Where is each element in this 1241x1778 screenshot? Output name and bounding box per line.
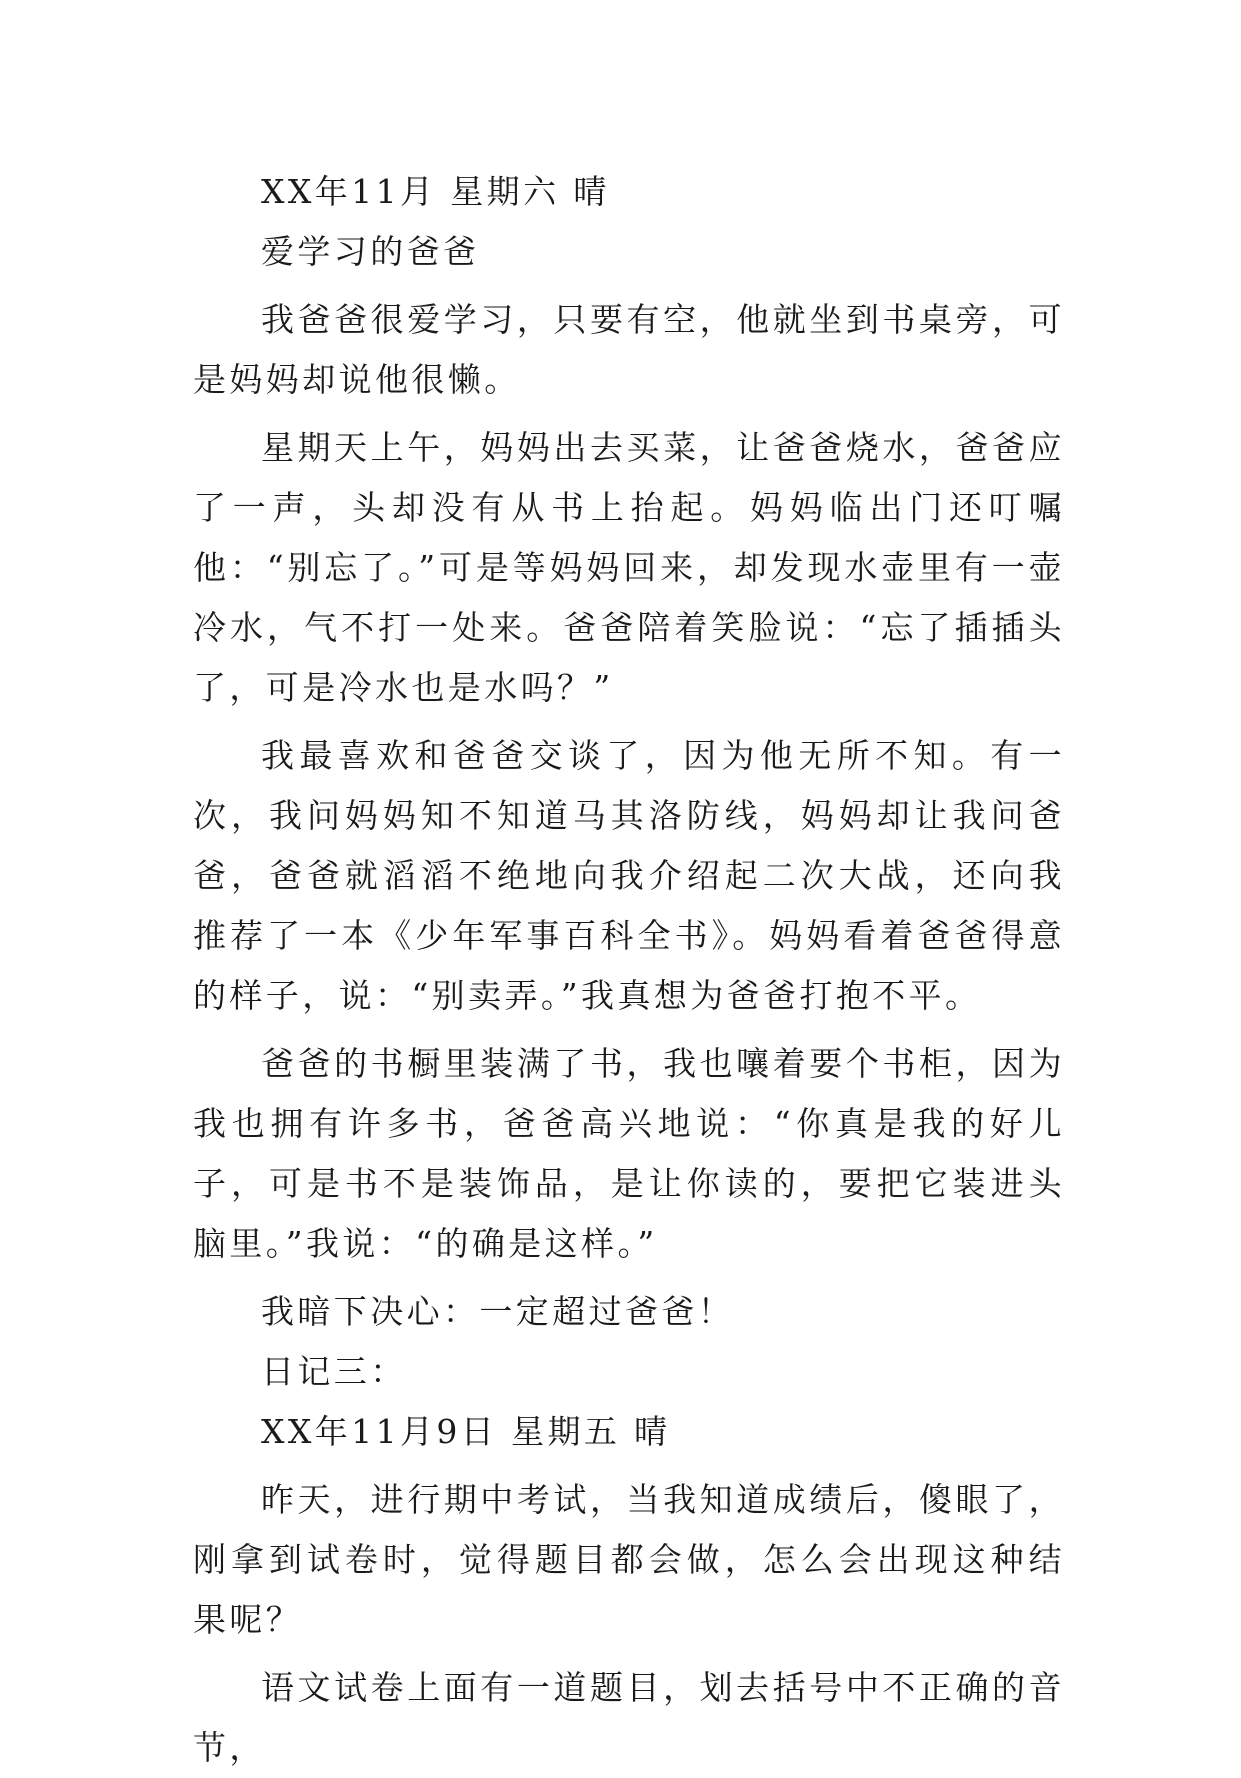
document-body xyxy=(193,162,1065,1778)
paragraph: 我最喜欢和爸爸交谈了，因为他无所不知。有一次，我问妈妈知不知道马其洛防线，妈妈却让我问爸爸，爸爸就滔滔不绝地向我介绍起二次大战，还向我推荐了一本《少年军事百科全书》。妈妈看着爸爸得意的样子，说：“别卖弄。”我真想为爸爸打抱不平。 xyxy=(193,736,1065,1015)
paragraph: 爸爸的书橱里装满了书，我也嚷着要个书柜，因为我也拥有许多书，爸爸高兴地说：“你真是我的好儿子，可是书不是装饰品，是让你读的，要把它装进头脑里。”我说：“的确是这样。” xyxy=(193,1044,1065,1263)
paragraph: 语文试卷上面有一道题目，划去括号中不正确的音节， xyxy=(193,1668,1065,1767)
paragraph: 我暗下决心：一定超过爸爸！ xyxy=(261,1292,735,1331)
diary-date-heading: XX年11月9日 星期五 晴 xyxy=(261,1412,671,1451)
section-heading: 日记三： xyxy=(261,1352,407,1391)
paragraph: 星期天上午，妈妈出去买菜，让爸爸烧水，爸爸应了一声，头却没有从书上抬起。妈妈临出门还叮嘱他：“别忘了。”可是等妈妈回来，却发现水壶里有一壶冷水，气不打一处来。爸爸陪着笑脸说：“忘了插插头了，可是冷水也是水吗？” xyxy=(193,428,1065,707)
diary-date-heading: XX年11月 星期六 晴 xyxy=(261,172,610,211)
paragraph: 昨天，进行期中考试，当我知道成绩后，傻眼了，刚拿到试卷时，觉得题目都会做，怎么会出现这种结果呢？ xyxy=(193,1480,1065,1639)
diary-title: 爱学习的爸爸 xyxy=(261,232,480,271)
paragraph: 我爸爸很爱学习，只要有空，他就坐到书桌旁，可是妈妈却说他很懒。 xyxy=(193,300,1065,399)
